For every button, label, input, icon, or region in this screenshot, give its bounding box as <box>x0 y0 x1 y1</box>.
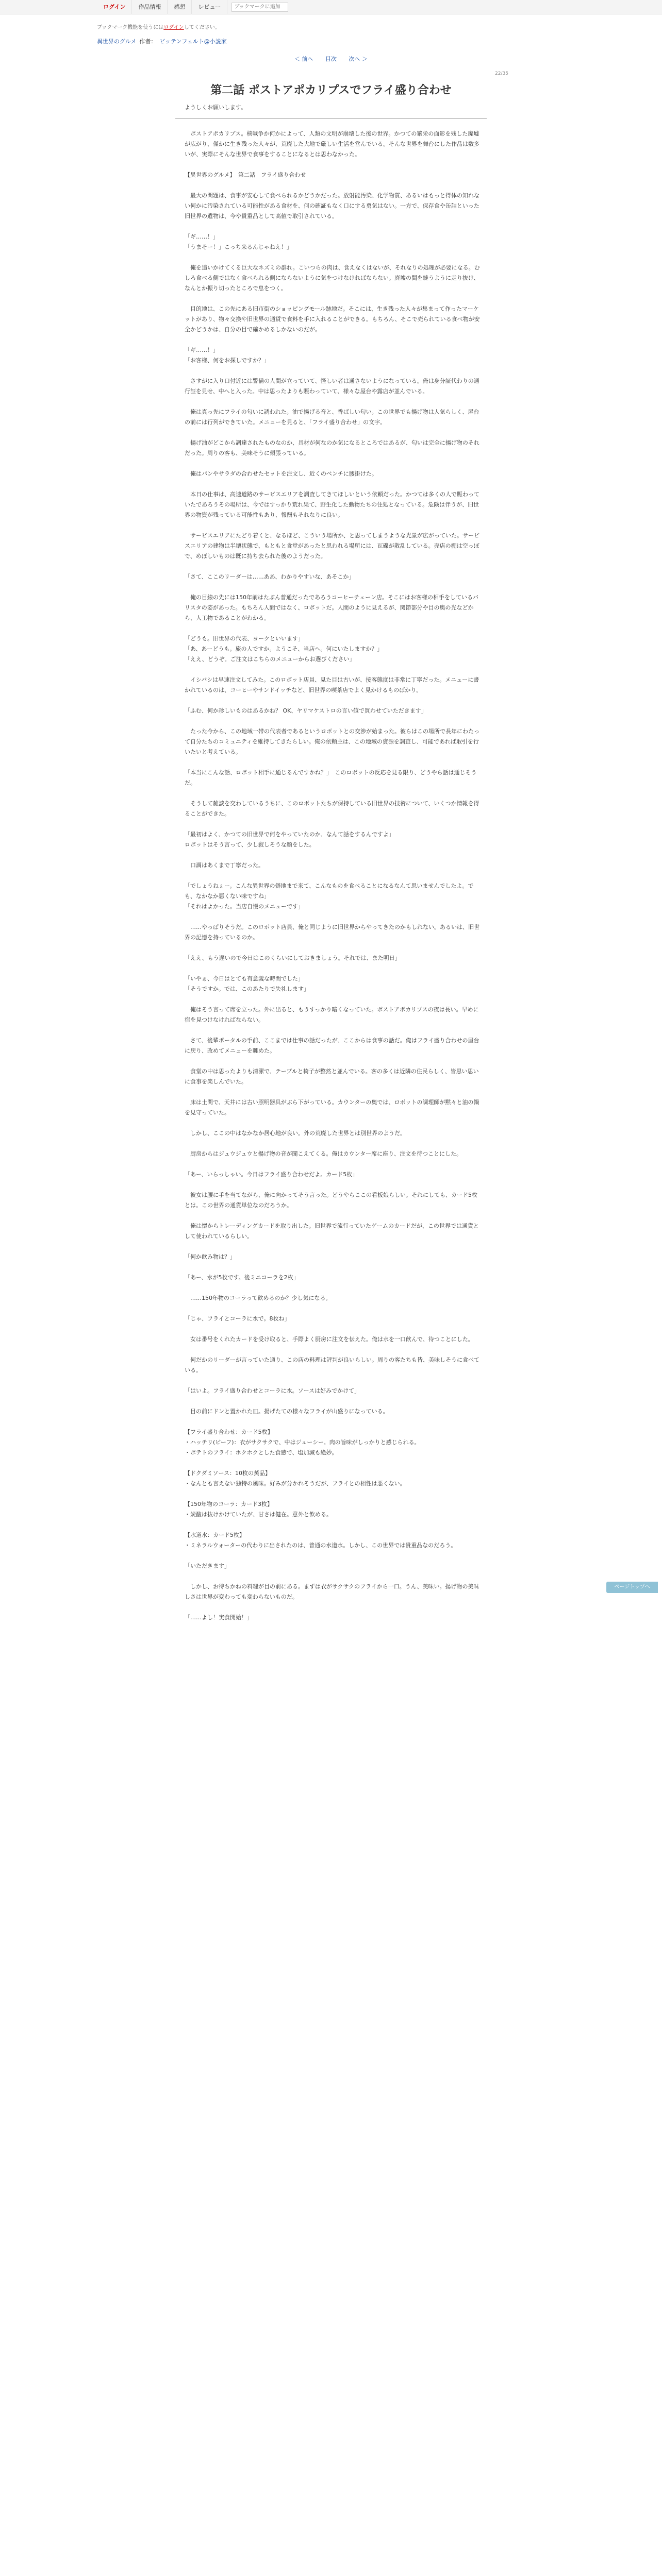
author-label: 作者： <box>139 38 157 45</box>
body-paragraph: 「ギ……！」 「うまそー！」こっち来るんじゃねえ！」 <box>185 233 292 250</box>
body-paragraph: 床は土間で、天井には古い照明器具がぶら下がっている。カウンターの奥では、ロボットの調理師が黙々と油の鍋を見守っていた。 <box>185 1099 479 1116</box>
nav-item-info[interactable]: 作品情報 <box>132 0 168 14</box>
body-paragraph: 俺を追いかけてくる巨大なネズミの群れ。こいつらの肉は、食えなくはないが、それなりの処理が必要になる。むしろ食べる側ではなく食べられる側にならないように気をつけなければならない。廃墟の間を縫うように走り抜け、なんとか振り切ったところで息をつく。 <box>185 264 480 292</box>
body-paragraph: しかし、ここの中はなかなか居心地が良い。外の荒廃した世界とは別世界のようだ。 <box>185 1130 406 1137</box>
body-paragraph: 俺は真っ先にフライの匂いに誘われた。油で揚げる音と、香ばしい匂い。この世界でも揚げ物は人気らしく、屋台の前には行列ができていた。メニューを見ると、「フライ盛り合わせ」の文字。 <box>185 409 479 426</box>
body-paragraph: 【150年物のコーラ：カード3枚】 ・炭酸は抜けかけていたが、甘さは健在。意外と飲める。 <box>185 1501 332 1518</box>
body-paragraph: 「いやぁ、今日はとても有意義な時間でした」 「そうですか。では、このあたりで失礼します」 <box>185 975 309 992</box>
body-paragraph: 俺はそう言って席を立った。外に出ると、もうすっかり暗くなっていた。ポストアポカリプスの夜は長い。早めに宿を見つけなければならない。 <box>185 1006 479 1023</box>
body-paragraph: 「最初はよく、かつての旧世界で何をやっていたのか、なんて話をするんですよ」 ロボットはそう言って、少し寂しそうな顔をした。 <box>185 831 394 848</box>
body-paragraph: 【水道水：カード5枚】 ・ミネラルウォーターの代わりに出されたのは、普通の水道水。しかし、この世界では貴重品なのだろう。 <box>185 1532 457 1549</box>
login-notice <box>97 23 220 30</box>
episode-body <box>185 129 482 1633</box>
divider-top <box>175 118 487 119</box>
episode-pager <box>0 55 662 63</box>
body-paragraph: 「あー、いらっしゃい。今日はフライ盛り合わせだよ。カード5枚」 <box>185 1171 358 1178</box>
toc-link[interactable]: 目次 <box>325 56 337 62</box>
body-paragraph: 俺はパンやサラダの合わせたセットを注文し、近くのベンチに腰掛けた。 <box>185 470 377 477</box>
body-paragraph: 「いただきます」 <box>185 1563 230 1569</box>
body-paragraph: 「はいよ。フライ盛り合わせとコーラに水。ソースは好みでかけて」 <box>185 1387 360 1394</box>
nav-item-comments[interactable]: 感想 <box>168 0 192 14</box>
body-paragraph: 「どうも。旧世界の代表、ヨークといいます」 「あ、あーどうも。旅の人ですか。ようこそ、当店へ。何にいたしますか？」 「ええ、どうぞ。ご注文はこちらのメニューからお選びください」 <box>185 635 383 663</box>
body-paragraph: しかし、お待ちかねの料理が目の前にある。まずは衣がサクサクのフライから一口。うん、美味い。揚げ物の美味しさは世界が変わっても変わらないものだ。 <box>185 1583 479 1600</box>
body-paragraph: 何だかのリーダーが言っていた通り、この店の料理は評判が良いらしい。周りの客たちも皆、美味しそうに食べている。 <box>185 1357 479 1374</box>
body-paragraph: 食堂の中は思ったよりも清潔で、テーブルと椅子が整然と並んでいる。客の多くは近隣の住民らしく、皆思い思いに食事を楽しんでいた。 <box>185 1068 479 1085</box>
body-paragraph: 厨房からはジュウジュウと揚げ物の音が聞こえてくる。俺はカウンター席に座り、注文を待つことにした。 <box>185 1150 462 1157</box>
body-paragraph: 【ドクダミソース：10枚の蒸品】 ・なんとも言えない独特の風味。好みが分かれそうだが、フライとの相性は悪くない。 <box>185 1470 406 1487</box>
login-notice-suffix: してください。 <box>184 25 220 30</box>
body-paragraph: 彼女は腰に手を当てながら、俺に向かってそう言った。どうやらここの看板娘らしい。それにしても、カード5枚とは。この世界の通貨単位なのだろうか。 <box>185 1192 477 1209</box>
login-notice-link[interactable]: ログイン <box>163 25 184 30</box>
nav-item-reviews[interactable]: レビュー <box>192 0 227 14</box>
breadcrumb <box>97 37 227 45</box>
episode-title: 第二話 ポストアポカリプスでフライ盛り合わせ <box>210 84 452 97</box>
body-paragraph: さて、後輩ポータルの手前、ここまでは仕事の話だったが、ここからは食事の話だ。俺はフライ盛り合わせの屋台に戻り、改めてメニューを眺めた。 <box>185 1037 479 1054</box>
body-paragraph: 【異世界のグルメ】 第二話 フライ盛り合わせ <box>185 172 306 178</box>
body-paragraph: 俺は懐からトレーディングカードを取り出した。旧世界で流行っていたゲームのカードだが、この世界では通貨として使われているらしい。 <box>185 1223 479 1240</box>
body-paragraph: そうして雑談を交わしているうちに、このロボットたちが保持している旧世界の技術について、いくつか情報を得ることができた。 <box>185 800 479 817</box>
body-paragraph: 「本当にこんな話、ロボット相手に通じるんですかね？」 このロボットの反応を見る限り、どうやら話は通じそうだ。 <box>185 769 477 786</box>
body-paragraph: 「ふむ、何か珍しいものはあるかね？ OK、ヤリマケストロの言い値で買わせていただきます」 <box>185 707 427 714</box>
next-link[interactable]: 次へ ＞ <box>349 56 368 62</box>
page-top-button[interactable]: ページトップへ <box>606 1582 658 1593</box>
login-notice-prefix: ブックマーク機能を使うには <box>97 25 164 30</box>
body-paragraph: 【フライ盛り合わせ：カード5枚】 ・ハッチリ(ビーフ)：衣がサクサクで、中はジューシー。肉の旨味がしっかりと感じられる。 ・ポテトのフライ：ホクホクとした食感で、塩加減も絶妙。 <box>185 1429 420 1456</box>
body-paragraph: イシバシは早速注文してみた。このロボット店員、見た目は古いが、接客態度は非常に丁寧だった。メニューに書かれているのは、コーヒーやサンドイッチなど、旧世界の喫茶店でよく見かけるものばかり。 <box>185 676 479 693</box>
body-paragraph: さすがに入り口付近には警備の人間が立っていて、怪しい者は通さないようになっている。俺は身分証代わりの通行証を見せ、中へと入った。中は思ったよりも賑わっていて、様々な屋台や露店が並んでいる。 <box>185 378 479 395</box>
body-paragraph: 口調はあくまで丁寧だった。 <box>185 862 264 869</box>
body-paragraph: 目的地は、この先にある旧市街のショッピングモール跡地だ。そこには、生き残った人々が集まって作ったマーケットがあり、物々交換や旧世界の通貨で食料を手に入れることができる。もちろん、そこで売られている食べ物が安全かどうかは、自分の目で確かめるしかないのだが。 <box>185 306 480 333</box>
body-paragraph: 「ええ、もう遅いので今日はこのくらいにしておきましょう。それでは、また明日」 <box>185 955 401 961</box>
body-paragraph: 女は番号をくれたカードを受け取ると、手際よく厨房に注文を伝えた。俺は水を一口飲んで、待つことにした。 <box>185 1336 474 1343</box>
body-paragraph: 揚げ油がどこから調達されたものなのか、具材が何なのか気になるところではあるが、匂いは完全に揚げ物のそれだった。周りの客も、美味そうに頬張っている。 <box>185 439 479 456</box>
body-paragraph: 「でしょうねぇー。こんな異世界の僻地まで来て、こんなものを食べることになるなんて思いませんでしたよ。でも、なかなか悪くない味ですね」 「それはよかった。当店自慢のメニューです」 <box>185 883 474 910</box>
series-link[interactable]: 異世界のグルメ <box>97 38 137 45</box>
author-link[interactable]: ビッテンフェルト@小説家 <box>159 38 227 45</box>
body-paragraph: 「ギ……！」 「お客様、何をお探しですか？」 <box>185 347 270 364</box>
body-paragraph: 「さて、ここのリーダーは……ああ、わかりやすいな、あそこか」 <box>185 573 355 580</box>
body-paragraph: 「……よし！実食開始！」 <box>185 1614 253 1621</box>
body-paragraph: ポストアポカリプス。核戦争か何かによって、人類の文明が崩壊した後の世界。かつての繁栄の面影を残した廃墟が広がり、僅かに生き残った人々が、荒廃した大地で厳しい生活を営んでいる。そんな世界を舞台にした作品は数多いが、実際にそんな世界で食事をすることになるとは思わなかった。 <box>185 130 479 158</box>
body-paragraph: ……150年物のコーラって飲めるのか？少し気になる。 <box>185 1295 332 1301</box>
top-nav-bar <box>0 0 662 14</box>
login-link[interactable]: ログイン <box>97 0 132 14</box>
body-paragraph: 「あー、水が5枚です。後ミニコーラを2枚」 <box>185 1274 299 1281</box>
bookmark-input[interactable] <box>231 3 288 12</box>
body-paragraph: 本日の仕事は、高速道路のサービスエリアを調査してきてほしいという依頼だった。かつては多くの人で賑わっていたであろうその場所は、今ではすっかり荒れ果て、野生化した動物たちの住処となっている。危険は伴うが、旧世界の物資が残っている可能性もあり、報酬もそれなりに良い。 <box>185 491 479 518</box>
body-paragraph: ……やっぱりそうだ。このロボット店員、俺と同じように旧世界からやってきたのかもしれない。あるいは、旧世界の記憶を持っているのか。 <box>185 924 479 941</box>
body-paragraph: 最大の問題は、食事が安心して食べられるかどうかだった。放射能汚染、化学物質、あるいはもっと得体の知れない何かに汚染されている可能性がある食材を、何の確証もなく口にする勇気はない。一方で、保存食や缶詰といった旧世界の遺物は、今や貴重品として高値で取引されている。 <box>185 192 479 219</box>
body-paragraph: 「何か飲み物は？」 <box>185 1253 236 1260</box>
body-paragraph: たった今から、この地域一帯の代表者であるというロボットとの交渉が始まった。彼らはこの場所で長年にわたって自分たちのコミュニティを維持してきたらしい。俺の依頼主は、この地域の資源を調査し、可能であれば取引を行いたいと考えている。 <box>185 728 479 755</box>
prev-link[interactable]: ＜ 前へ <box>294 56 313 62</box>
body-paragraph: 目の前にドンと置かれた皿。揚げたての様々なフライが山盛りになっている。 <box>185 1408 389 1415</box>
body-paragraph: 俺の目線の先には150年前はたぶん普通だったであろうコーヒーチェーン店。そこにはお客様の相手をしているバリスタの姿があった。もちろん人間ではなく、ロボットだ。人間のように見えるが、関節部分や目の奥の光などから、人工物であることがわかる。 <box>185 594 479 621</box>
body-paragraph: 「じゃ、フライとコーラに水で。8枚ね」 <box>185 1315 290 1322</box>
body-paragraph: サービスエリアにたどり着くと、なるほど、こういう場所か、と思ってしまうような光景が広がっていた。サービスエリアの建物は半壊状態で、もともと食堂があったと思われる場所には、瓦礫が散乱している。売店の棚は空っぽで、めぼしいものは既に持ち去られた後のようだった。 <box>185 532 479 560</box>
prefix-text: ようしくお願いします。 <box>185 104 247 111</box>
episode-counter: 22/35 <box>495 71 508 76</box>
